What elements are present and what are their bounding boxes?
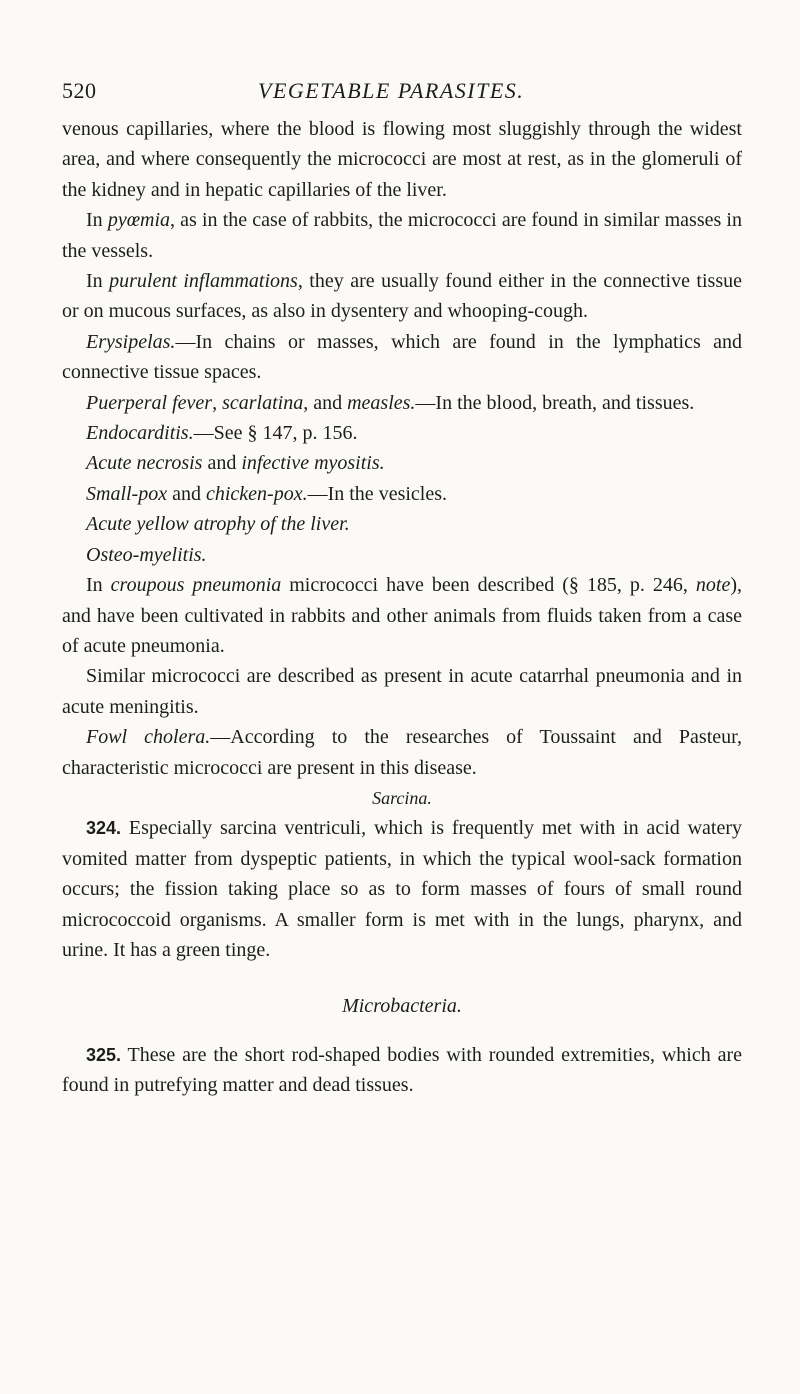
- running-title: VEGETABLE PARASITES.: [258, 78, 525, 103]
- page-number: 520: [62, 78, 97, 103]
- paragraph-text: —See § 147, p. 156.: [193, 422, 358, 445]
- paragraph-atrophy: [62, 509, 742, 539]
- section-number: 324.: [86, 818, 122, 839]
- section-number: 325.: [86, 1044, 122, 1065]
- paragraph-fowl-cholera: [62, 722, 742, 783]
- section-heading-sarcina: Sarcina.: [372, 787, 432, 808]
- paragraph-text: and: [202, 452, 242, 475]
- paragraph-continuation: [62, 114, 742, 205]
- paragraph-text: venous capillaries, where the blood is flowing most sluggishly through the widest area, and where consequently the micrococci are most at rest, as in the glomeruli of the kidney and in hepatic capillaries of the liver.: [62, 118, 742, 201]
- italic-term: scarlatina: [222, 391, 304, 414]
- italic-term: purulent inflammations: [109, 270, 298, 293]
- paragraph-text: and: [167, 482, 206, 505]
- paragraph-text: In: [86, 270, 110, 293]
- paragraph-pneumonia: [62, 570, 742, 661]
- italic-term: Fowl cholera.: [86, 726, 211, 749]
- italic-term: pyœmia: [107, 209, 171, 232]
- paragraph-pyaemia: [62, 205, 742, 266]
- italic-term: note: [695, 574, 731, 597]
- italic-term: chicken-pox.: [205, 482, 308, 505]
- paragraph-text: In: [86, 574, 111, 597]
- italic-term: Acute yellow atrophy of the liver.: [86, 513, 350, 536]
- italic-term: Acute necrosis: [86, 452, 203, 475]
- italic-term: measles.: [347, 391, 416, 414]
- italic-term: Endocarditis.: [86, 422, 194, 445]
- paragraph-text: , and: [303, 391, 348, 414]
- book-page: [62, 78, 742, 1101]
- paragraph-text: , as in the case of rabbits, the micrococci are found in similar masses in the vessels.: [62, 209, 742, 262]
- paragraph-osteomyelitis: [62, 540, 742, 570]
- paragraph-text: Especially sarcina ventriculi, which is frequently met with in acid watery vomited matter from dyspeptic patients, in which the typical wool-sack formation occurs; the fission taking place so as to form masses of fours of small round micrococcoid organisms. A smaller form is met with in the lungs, pharynx, and urine. It has a green tinge.: [62, 817, 742, 961]
- paragraph-text: These are the short rod-shaped bodies with rounded extremities, which are found in putrefying matter and dead tissues.: [62, 1043, 742, 1097]
- italic-term: Erysipelas.: [86, 330, 176, 353]
- paragraph-325: [62, 1040, 742, 1101]
- italic-term: Osteo-myelitis.: [86, 543, 207, 566]
- italic-term: Small-pox: [86, 482, 168, 505]
- paragraph-text: —In the vesicles.: [307, 482, 447, 505]
- paragraph-text: —According to the researches of Toussaint and Pasteur, characteristic micrococci are present in this disease.: [62, 726, 742, 779]
- paragraph-necrosis: [62, 448, 742, 478]
- paragraph-text: micrococci have been described (§ 185, p. 246,: [281, 574, 696, 597]
- paragraph-puerperal: [62, 388, 742, 418]
- paragraph-text: ), and have been cultivated in rabbits and other animals from fluids taken from a case of acute pneumonia.: [62, 574, 742, 657]
- paragraph-324: [62, 813, 742, 965]
- paragraph-smallpox: [62, 479, 742, 509]
- paragraph-catarrhal: [62, 661, 742, 722]
- paragraph-text: In: [86, 209, 108, 232]
- paragraph-text: , they are usually found either in the connective tissue or on mucous surfaces, as also in dysentery and whooping-cough.: [62, 270, 742, 323]
- paragraph-purulent: [62, 266, 742, 327]
- paragraph-text: —In the blood, breath, and tissues.: [415, 391, 695, 414]
- body-text: [62, 114, 742, 1101]
- italic-term: croupous pneumonia: [110, 574, 282, 597]
- paragraph-erysipelas: [62, 327, 742, 388]
- running-head: [62, 78, 742, 114]
- paragraph-text: —In chains or masses, which are found in the lymphatics and connective tissue spaces.: [62, 330, 742, 384]
- paragraph-text: ,: [212, 391, 223, 414]
- italic-term: infective myositis.: [241, 452, 385, 475]
- paragraph-endocarditis: [62, 418, 742, 448]
- paragraph-text: Similar micrococci are described as present in acute catarrhal pneumonia and in acute meningitis.: [62, 665, 742, 718]
- section-heading-microbacteria: Microbacteria.: [342, 995, 462, 1018]
- italic-term: Puerperal fever: [86, 391, 213, 414]
